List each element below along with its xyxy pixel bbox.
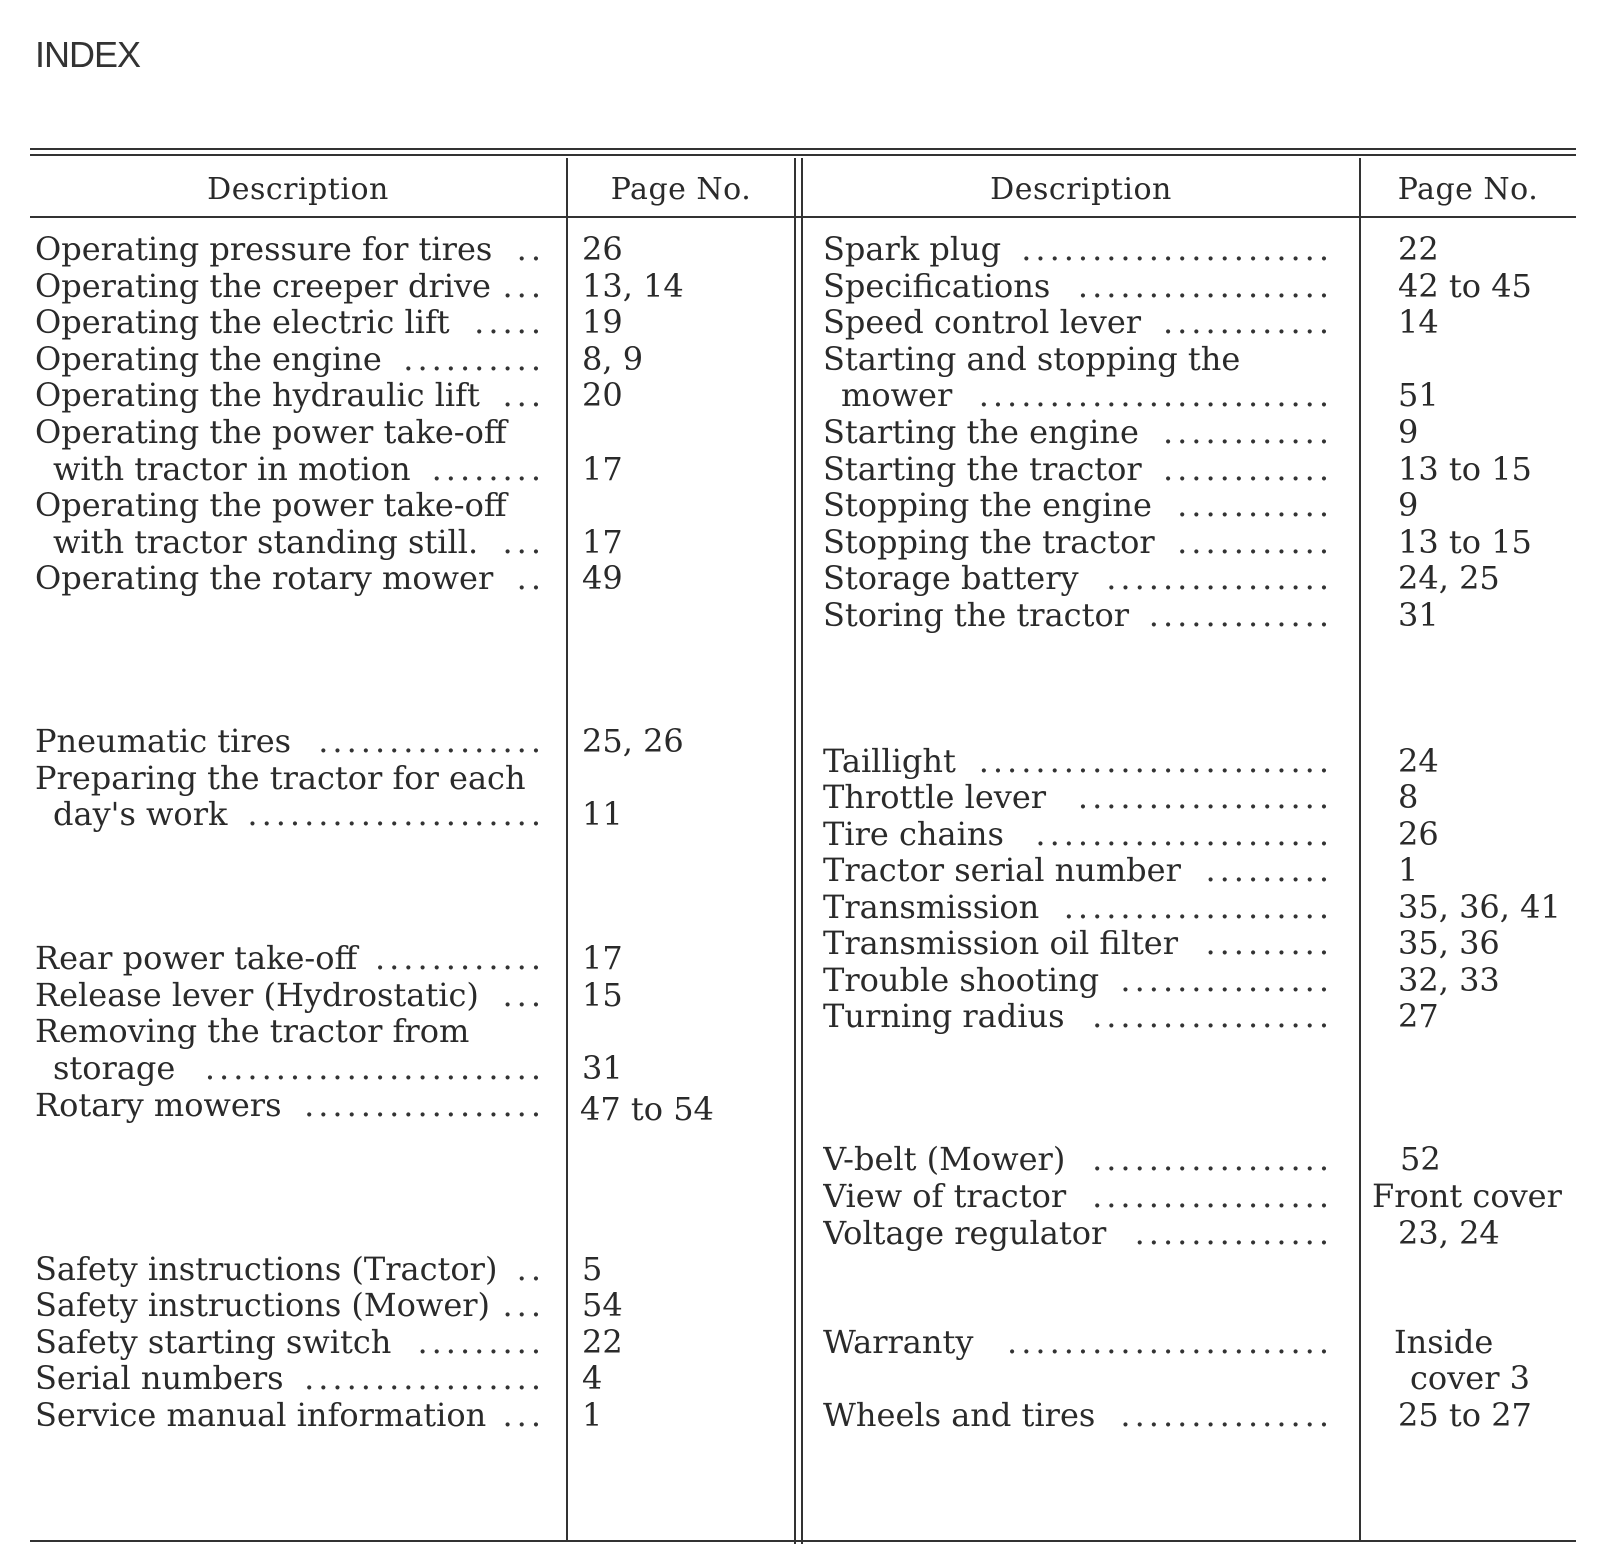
entry-page-number: 35, 36, 41 bbox=[1398, 888, 1561, 926]
entry-description: V-belt (Mower) bbox=[823, 1140, 1066, 1178]
entry-description: Storing the tractor bbox=[823, 596, 1129, 634]
entry-page-number: 9 bbox=[1398, 413, 1419, 451]
entry-description: View of tractor bbox=[823, 1177, 1067, 1215]
entry-description: Preparing the tractor for each bbox=[35, 759, 526, 797]
center-divider-b bbox=[801, 158, 803, 1544]
left-index-entry bbox=[35, 413, 545, 451]
left-index-entry bbox=[35, 450, 545, 488]
leader-dots: .. bbox=[516, 559, 545, 597]
entry-page-number: 24 bbox=[1398, 742, 1439, 780]
entry-description: with tractor standing still. bbox=[53, 523, 479, 561]
top-rule-inner bbox=[30, 154, 1576, 156]
entry-page-number: 13 to 15 bbox=[1398, 523, 1532, 561]
left-index-entry bbox=[35, 376, 545, 414]
entry-description: Turning radius bbox=[823, 997, 1065, 1035]
entry-page-number: 8, 9 bbox=[582, 340, 644, 378]
entry-description: Removing the tractor from bbox=[35, 1012, 470, 1050]
right-index-entry bbox=[823, 1396, 1333, 1434]
entry-description: Operating the creeper drive bbox=[35, 267, 491, 305]
leader-dots: ... bbox=[502, 267, 545, 305]
entry-description: Service manual information bbox=[35, 1396, 487, 1434]
left-index-entry bbox=[35, 1323, 545, 1361]
page-title: INDEX bbox=[35, 34, 141, 75]
left-index-entry bbox=[35, 795, 545, 833]
entry-page-number: 17 bbox=[582, 939, 623, 977]
leader-dots: ..................... bbox=[247, 795, 545, 833]
right-index-entry bbox=[823, 1177, 1333, 1215]
entry-description: Trouble shooting bbox=[823, 961, 1100, 999]
leader-dots: ..... bbox=[474, 303, 545, 341]
entry-page-number: 54 bbox=[582, 1286, 623, 1324]
leader-dots: ............... bbox=[1120, 961, 1333, 999]
entry-description: Speed control lever bbox=[823, 303, 1142, 341]
leader-dots: ............ bbox=[1162, 303, 1333, 341]
leader-dots: .. bbox=[516, 230, 545, 268]
right-index-entry bbox=[823, 742, 1333, 780]
leader-dots: ................ bbox=[1106, 559, 1333, 597]
leader-dots: ............. bbox=[1148, 596, 1333, 634]
leader-dots: .................. bbox=[1077, 778, 1333, 816]
entry-description: Safety instructions (Tractor) bbox=[35, 1250, 498, 1288]
left-index-entry bbox=[35, 1359, 545, 1397]
leader-dots: ................. bbox=[304, 1359, 545, 1397]
header-rule bbox=[30, 216, 1576, 218]
right-index-entry bbox=[823, 376, 1333, 414]
leader-dots: ................ bbox=[318, 722, 545, 760]
entry-description: Specifications bbox=[823, 267, 1051, 305]
left-index-entry bbox=[35, 1086, 545, 1124]
right-index-entry bbox=[823, 267, 1333, 305]
leader-dots: ................. bbox=[304, 1086, 545, 1124]
entry-page-number: 25 to 27 bbox=[1398, 1396, 1532, 1434]
entry-description: storage bbox=[53, 1049, 176, 1087]
entry-description: Transmission bbox=[823, 888, 1040, 926]
leader-dots: ........... bbox=[1177, 486, 1333, 524]
entry-description: Taillight bbox=[823, 742, 956, 780]
left-index-entry bbox=[35, 267, 545, 305]
entry-description: Warranty bbox=[823, 1323, 974, 1361]
entry-page-number: 47 to 54 bbox=[580, 1090, 714, 1128]
leader-dots: ......................... bbox=[978, 376, 1333, 414]
leader-dots: .. bbox=[516, 1250, 545, 1288]
left-index-entry bbox=[35, 486, 545, 524]
entry-page-number: 27 bbox=[1398, 997, 1439, 1035]
right-index-entry bbox=[823, 1359, 1333, 1397]
leader-dots: ... bbox=[502, 376, 545, 414]
left-index-column bbox=[35, 230, 545, 1530]
header-left-description: Description bbox=[207, 172, 389, 207]
right-index-entry bbox=[823, 924, 1333, 962]
left-index-entry bbox=[35, 559, 545, 597]
entry-description: Voltage regulator bbox=[823, 1214, 1107, 1252]
left-index-entry bbox=[35, 1286, 545, 1324]
entry-page-number: 13, 14 bbox=[582, 267, 684, 305]
entry-page-number: 1 bbox=[582, 1396, 603, 1434]
leader-dots: ........................ bbox=[204, 1049, 545, 1087]
entry-page-number: 22 bbox=[1398, 230, 1439, 268]
entry-description: Operating the engine bbox=[35, 340, 382, 378]
entry-description: Wheels and tires bbox=[823, 1396, 1096, 1434]
entry-page-number: 32, 33 bbox=[1398, 961, 1500, 999]
leader-dots: ... bbox=[502, 1286, 545, 1324]
entry-page-number: 26 bbox=[582, 230, 623, 268]
leader-dots: ................. bbox=[1092, 997, 1333, 1035]
left-page-column bbox=[580, 230, 790, 1530]
right-index-entry bbox=[823, 888, 1333, 926]
entry-description: Safety instructions (Mower) bbox=[35, 1286, 491, 1324]
leader-dots: .................. bbox=[1077, 267, 1333, 305]
entry-description: Storage battery bbox=[823, 559, 1079, 597]
entry-description: Throttle lever bbox=[823, 778, 1047, 816]
entry-page-number: 24, 25 bbox=[1398, 559, 1500, 597]
entry-description: Serial numbers bbox=[35, 1359, 284, 1397]
header-left-page: Page No. bbox=[610, 172, 752, 207]
entry-page-number: cover 3 bbox=[1410, 1359, 1531, 1397]
entry-description: Safety starting switch bbox=[35, 1323, 392, 1361]
entry-page-number: 14 bbox=[1398, 303, 1439, 341]
entry-page-number: 15 bbox=[582, 976, 623, 1014]
leader-dots: ........ bbox=[431, 450, 545, 488]
entry-page-number: 23, 24 bbox=[1398, 1214, 1500, 1252]
right-index-entry bbox=[823, 1323, 1333, 1361]
right-index-entry bbox=[823, 230, 1333, 268]
entry-page-number: 17 bbox=[582, 450, 623, 488]
right-index-entry bbox=[823, 997, 1333, 1035]
left-index-entry bbox=[35, 230, 545, 268]
left-index-entry bbox=[35, 759, 545, 797]
right-index-entry bbox=[823, 413, 1333, 451]
left-index-entry bbox=[35, 340, 545, 378]
leader-dots: ......... bbox=[1205, 924, 1333, 962]
column-divider-right bbox=[1359, 158, 1361, 1540]
entry-page-number: 5 bbox=[582, 1250, 603, 1288]
leader-dots: ....................... bbox=[1007, 1323, 1333, 1361]
leader-dots: ..................... bbox=[1035, 815, 1333, 853]
right-index-entry bbox=[823, 523, 1333, 561]
entry-description: Stopping the tractor bbox=[823, 523, 1155, 561]
entry-page-number: 31 bbox=[582, 1049, 623, 1087]
entry-page-number: 31 bbox=[1398, 596, 1439, 634]
entry-description: with tractor in motion bbox=[53, 450, 411, 488]
entry-description: Operating the electric lift bbox=[35, 303, 450, 341]
header-right-description: Description bbox=[990, 172, 1172, 207]
left-index-entry bbox=[35, 303, 545, 341]
leader-dots: .......... bbox=[403, 340, 545, 378]
header-right-page: Page No. bbox=[1397, 172, 1539, 207]
entry-description: Starting the tractor bbox=[823, 450, 1142, 488]
entry-description: Operating the power take-off bbox=[35, 486, 507, 524]
right-index-entry bbox=[823, 961, 1333, 999]
entry-description: Stopping the engine bbox=[823, 486, 1152, 524]
left-index-entry bbox=[35, 1396, 545, 1434]
entry-description: Operating the hydraulic lift bbox=[35, 376, 480, 414]
leader-dots: ... bbox=[502, 523, 545, 561]
right-index-entry bbox=[823, 1214, 1333, 1252]
entry-description: Starting and stopping the bbox=[823, 340, 1241, 378]
left-index-entry bbox=[35, 976, 545, 1014]
left-index-entry bbox=[35, 1012, 545, 1050]
column-divider-left bbox=[566, 158, 568, 1540]
entry-page-number: 19 bbox=[582, 303, 623, 341]
left-index-entry bbox=[35, 939, 545, 977]
leader-dots: ... bbox=[502, 976, 545, 1014]
leader-dots: ......................... bbox=[978, 742, 1333, 780]
left-index-entry bbox=[35, 523, 545, 561]
entry-description: Operating the rotary mower bbox=[35, 559, 494, 597]
right-index-entry bbox=[823, 851, 1333, 889]
right-index-entry bbox=[823, 559, 1333, 597]
entry-description: Pneumatic tires bbox=[35, 722, 292, 760]
left-index-entry bbox=[35, 1049, 545, 1087]
entry-page-number: 22 bbox=[582, 1323, 623, 1361]
leader-dots: ........... bbox=[1177, 523, 1333, 561]
leader-dots: ................. bbox=[1092, 1177, 1333, 1215]
center-divider-a bbox=[794, 158, 796, 1544]
entry-description: Operating pressure for tires bbox=[35, 230, 493, 268]
entry-description: Tire chains bbox=[823, 815, 1004, 853]
entry-description: mower bbox=[841, 376, 953, 414]
leader-dots: ................. bbox=[1092, 1140, 1333, 1178]
entry-page-number: Inside bbox=[1394, 1323, 1494, 1361]
leader-dots: ................... bbox=[1063, 888, 1333, 926]
entry-page-number: 8 bbox=[1398, 778, 1419, 816]
right-index-entry bbox=[823, 303, 1333, 341]
leader-dots: ... bbox=[502, 1396, 545, 1434]
entry-description: Rear power take-off bbox=[35, 939, 358, 977]
leader-dots: .............. bbox=[1134, 1214, 1333, 1252]
leader-dots: ...................... bbox=[1021, 230, 1333, 268]
entry-page-number: 49 bbox=[582, 559, 623, 597]
entry-page-number: 52 bbox=[1400, 1140, 1441, 1178]
entry-page-number: 1 bbox=[1398, 851, 1419, 889]
entry-description: Tractor serial number bbox=[823, 851, 1181, 889]
entry-description: Release lever (Hydrostatic) bbox=[35, 976, 479, 1014]
right-index-entry bbox=[823, 815, 1333, 853]
leader-dots: ............ bbox=[374, 939, 545, 977]
entry-page-number: 26 bbox=[1398, 815, 1439, 853]
entry-page-number: 51 bbox=[1398, 376, 1439, 414]
entry-page-number: Front cover bbox=[1372, 1177, 1562, 1215]
entry-page-number: 17 bbox=[582, 523, 623, 561]
right-index-column bbox=[823, 230, 1333, 1530]
entry-page-number: 20 bbox=[582, 376, 623, 414]
entry-page-number: 25, 26 bbox=[582, 722, 684, 760]
entry-page-number: 42 to 45 bbox=[1398, 267, 1532, 305]
right-index-entry bbox=[823, 778, 1333, 816]
leader-dots: ......... bbox=[417, 1323, 545, 1361]
entry-description: day's work bbox=[53, 795, 228, 833]
top-rule-outer bbox=[30, 148, 1576, 150]
entry-page-number: 35, 36 bbox=[1398, 924, 1500, 962]
bottom-rule bbox=[30, 1540, 1576, 1542]
right-index-entry bbox=[823, 340, 1333, 378]
entry-page-number: 4 bbox=[582, 1359, 603, 1397]
entry-description: Starting the engine bbox=[823, 413, 1139, 451]
leader-dots: ......... bbox=[1205, 851, 1333, 889]
right-index-entry bbox=[823, 596, 1333, 634]
right-page-column bbox=[1362, 230, 1576, 1530]
entry-page-number: 13 to 15 bbox=[1398, 450, 1532, 488]
entry-description: Operating the power take-off bbox=[35, 413, 507, 451]
right-index-entry bbox=[823, 450, 1333, 488]
entry-description: Spark plug bbox=[823, 230, 1002, 268]
leader-dots: ............... bbox=[1120, 1396, 1333, 1434]
left-index-entry bbox=[35, 1250, 545, 1288]
leader-dots: ............ bbox=[1162, 450, 1333, 488]
entry-page-number: 11 bbox=[582, 795, 623, 833]
entry-page-number: 9 bbox=[1398, 486, 1419, 524]
entry-description: Rotary mowers bbox=[35, 1086, 282, 1124]
right-index-entry bbox=[823, 1140, 1333, 1178]
entry-description: Transmission oil filter bbox=[823, 924, 1179, 962]
leader-dots: ............ bbox=[1162, 413, 1333, 451]
right-index-entry bbox=[823, 486, 1333, 524]
left-index-entry bbox=[35, 722, 545, 760]
